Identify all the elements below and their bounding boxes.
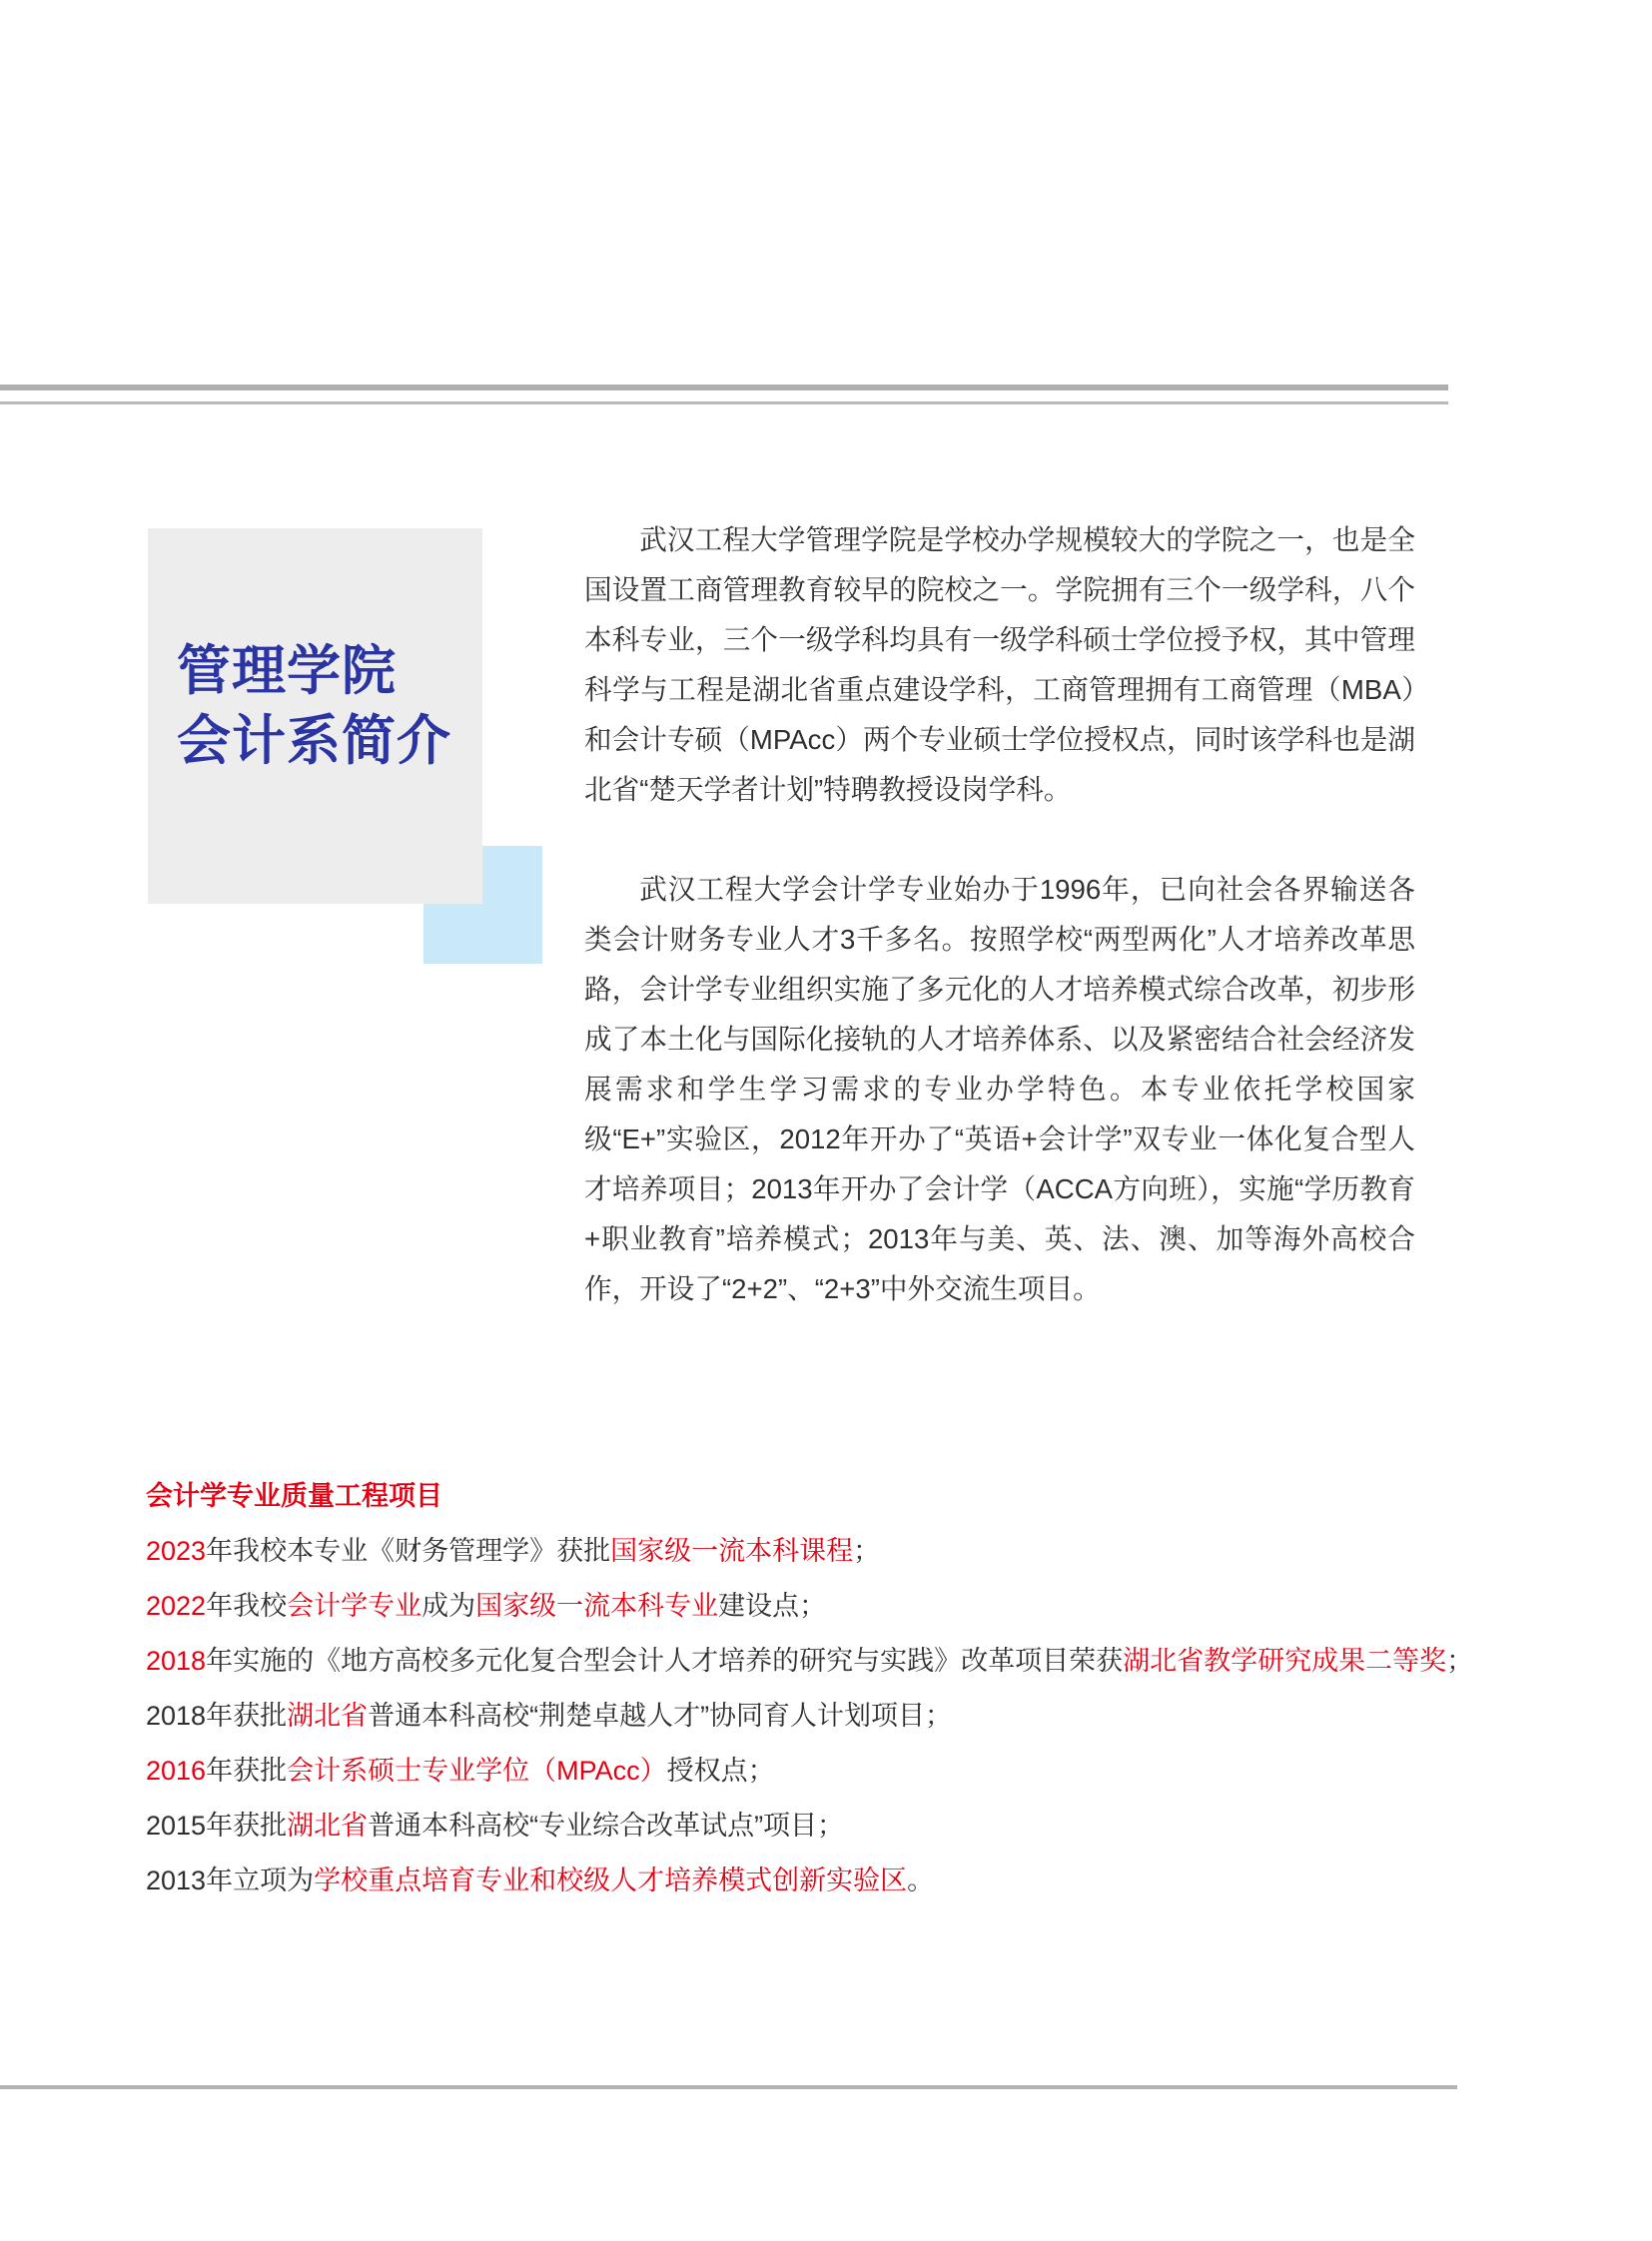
list-item-segment: 2022: [146, 1591, 207, 1621]
list-item: [146, 1579, 1474, 1634]
list-item: [146, 1634, 1474, 1689]
list-item-segment: 2016: [146, 1756, 207, 1786]
page-title: [177, 636, 451, 776]
top-divider-thick: [0, 384, 1448, 390]
list-item-segment: 会计系硕士专业学位（MPAcc）: [287, 1756, 667, 1786]
list-item-segment: 普通本科高校“专业综合改革试点”项目；: [368, 1811, 845, 1841]
list-item-segment: 2013年立项为: [146, 1866, 315, 1895]
list-item: [146, 1744, 1474, 1799]
list-item-segment: 2015年获批: [146, 1811, 288, 1841]
list-item-segment: 湖北省: [287, 1701, 369, 1731]
list-item-segment: 。: [907, 1866, 935, 1895]
top-divider-thin: [0, 401, 1448, 404]
list-item-segment: 国家级一流本科课程: [610, 1536, 854, 1566]
quality-heading: 会计学专业质量工程项目: [146, 1481, 442, 1511]
list-item-segment: 年实施的《地方高校多元化复合型会计人才培养的研究与实践》改革项目荣获: [206, 1646, 1124, 1676]
list-item-segment: 国家级一流本科专业: [475, 1591, 719, 1621]
list-item-segment: 授权点；: [666, 1756, 775, 1786]
list-item-segment: 会计学专业: [287, 1591, 422, 1621]
list-item-segment: 2023: [146, 1536, 207, 1566]
list-item-segment: 成为: [421, 1591, 476, 1621]
list-item: [146, 1524, 1474, 1579]
list-item-segment: 2018: [146, 1646, 207, 1676]
list-item-segment: 建设点；: [718, 1591, 827, 1621]
intro-paragraph-1: 武汉工程大学管理学院是学校办学规模较大的学院之一，也是全国设置工商管理教育较早的院校之一。学院拥有三个一级学科，八个本科专业，三个一级学科均具有一级学科硕士学位授予权，其中管理科学与工程是湖北省重点建设学科，工商管理拥有工商管理（MBA）和会计专硕（MPAcc）两个专业硕士学位授权点，同时该学科也是湖北省“楚天学者计划”特聘教授设岗学科。: [584, 524, 1415, 805]
title-line-1: 管理学院: [177, 641, 397, 701]
list-item-segment: 湖北省: [287, 1811, 369, 1841]
title-line-2: 会计系简介: [177, 711, 451, 771]
list-item: [146, 1854, 1474, 1908]
quality-list: [146, 1524, 1474, 1908]
list-item-segment: 年我校: [206, 1591, 288, 1621]
list-item: [146, 1799, 1474, 1854]
intro-paragraph-2: 武汉工程大学会计学专业始办于1996年，已向社会各界输送各类会计财务专业人才3千多名。按照学校“两型两化”人才培养改革思路，会计学专业组织实施了多元化的人才培养模式综合改革，初步形成了本土化与国际化接轨的人才培养体系、以及紧密结合社会经济发展需求和学生学习需求的专业办学特色。本专业依托学校国家级“E+”实验区，2012年开办了“英语+会计学”双专业一体化复合型人才培养项目；2013年开办了会计学（ACCA方向班），实施“学历教育+职业教育”培养模式；2013年与美、英、法、澳、加等海外高校合作，开设了“2+2”、“2+3”中外交流生项目。: [584, 874, 1415, 1304]
list-item: [146, 1689, 1474, 1744]
list-item-segment: 2018年获批: [146, 1701, 288, 1731]
quality-section: [146, 1469, 1474, 1908]
list-item-segment: 年获批: [206, 1756, 288, 1786]
list-item-segment: ；: [1446, 1646, 1474, 1676]
intro-text: [584, 515, 1415, 1314]
list-item-segment: 普通本科高校“荆楚卓越人才”协同育人计划项目；: [368, 1701, 953, 1731]
list-item-segment: 湖北省教学研究成果二等奖: [1123, 1646, 1447, 1676]
bottom-divider: [0, 2085, 1457, 2089]
list-item-segment: ；: [853, 1536, 881, 1566]
list-item-segment: 年我校本专业《财务管理学》获批: [206, 1536, 611, 1566]
list-item-segment: 学校重点培育专业和校级人才培养模式创新实验区: [314, 1866, 908, 1895]
